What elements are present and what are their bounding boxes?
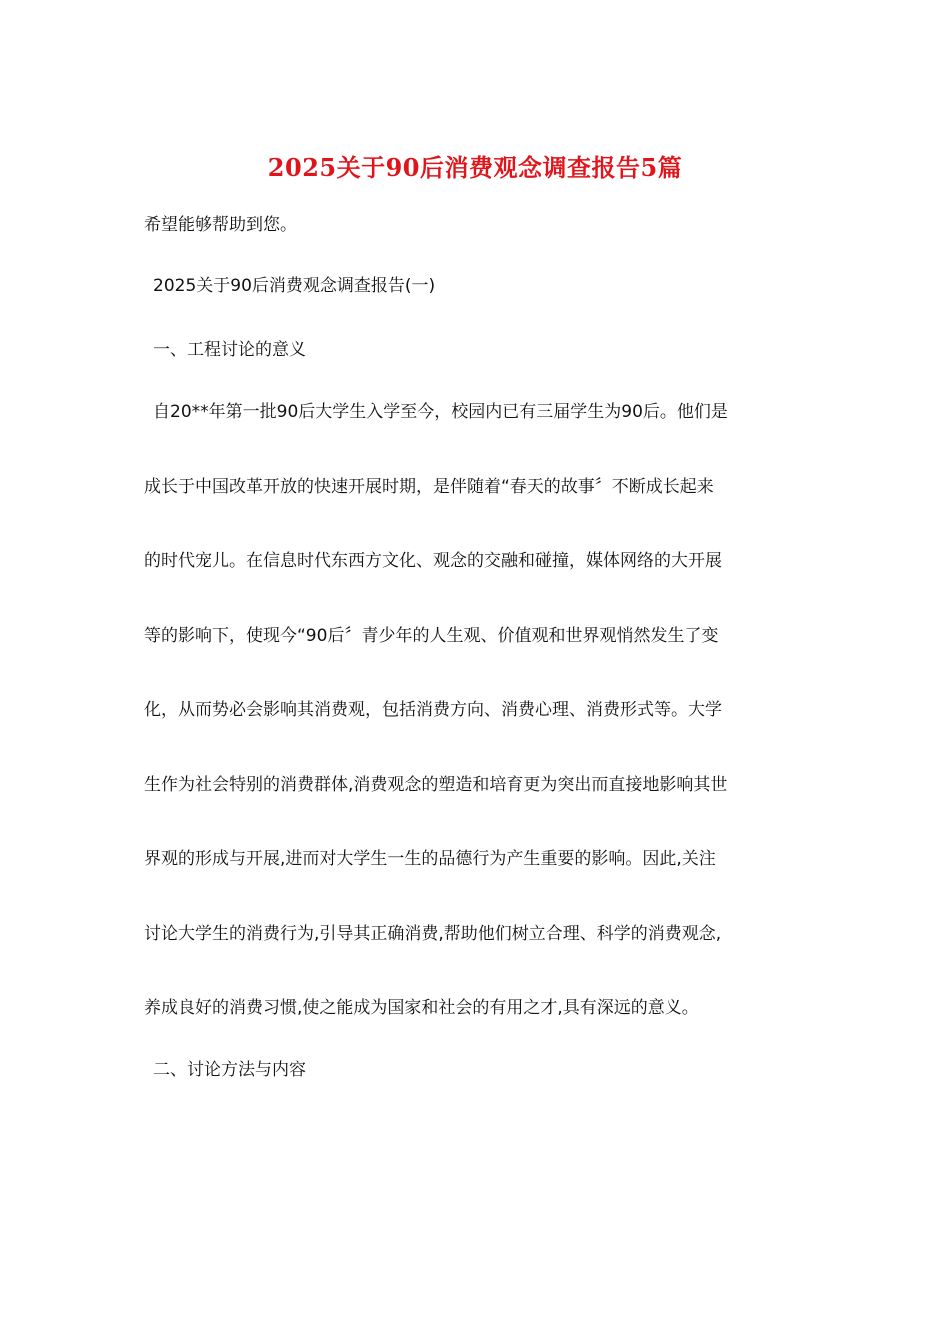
report-subtitle: 2025关于90后消费观念调查报告(一) xyxy=(153,276,436,296)
paragraph-line: 界观的形成与开展,进而对大学生一生的品德行为产生重要的影响。因此,关注 xyxy=(144,849,716,869)
paragraph-line: 自20**年第一批90后大学生入学至今，校园内已有三届学生为90后。他们是 xyxy=(153,402,728,422)
paragraph-line: 讨论大学生的消费行为,引导其正确消费,帮助他们树立合理、科学的消费观念, xyxy=(144,923,722,944)
paragraph-line: 生作为社会特别的消费群体,消费观念的塑造和培育更为突出而直接地影响其世 xyxy=(144,774,728,795)
paragraph-line: 等的影响下，使现今“90后〞青少年的人生观、价值观和世界观悄然发生了变 xyxy=(144,625,719,646)
intro-text: 希望能够帮助到您。 xyxy=(144,215,297,235)
paragraph-line: 养成良好的消费习惯,使之能成为国家和社会的有用之才,具有深远的意义。 xyxy=(144,998,699,1018)
section-1-paragraph xyxy=(144,397,809,1068)
paragraph-line: 的时代宠儿。在信息时代东西方文化、观念的交融和碰撞，媒体网络的大开展 xyxy=(144,551,722,571)
section-heading-2: 二、讨论方法与内容 xyxy=(153,1060,306,1080)
paragraph-line: 成长于中国改革开放的快速开展时期，是伴随着“春天的故事〞不断成长起来 xyxy=(144,476,714,497)
paragraph-line: 化，从而势必会影响其消费观，包括消费方向、消费心理、消费形式等。大学 xyxy=(144,700,722,720)
document-title: 2025关于90后消费观念调查报告5篇 xyxy=(267,153,683,182)
section-heading-1: 一、工程讨论的意义 xyxy=(153,340,306,360)
